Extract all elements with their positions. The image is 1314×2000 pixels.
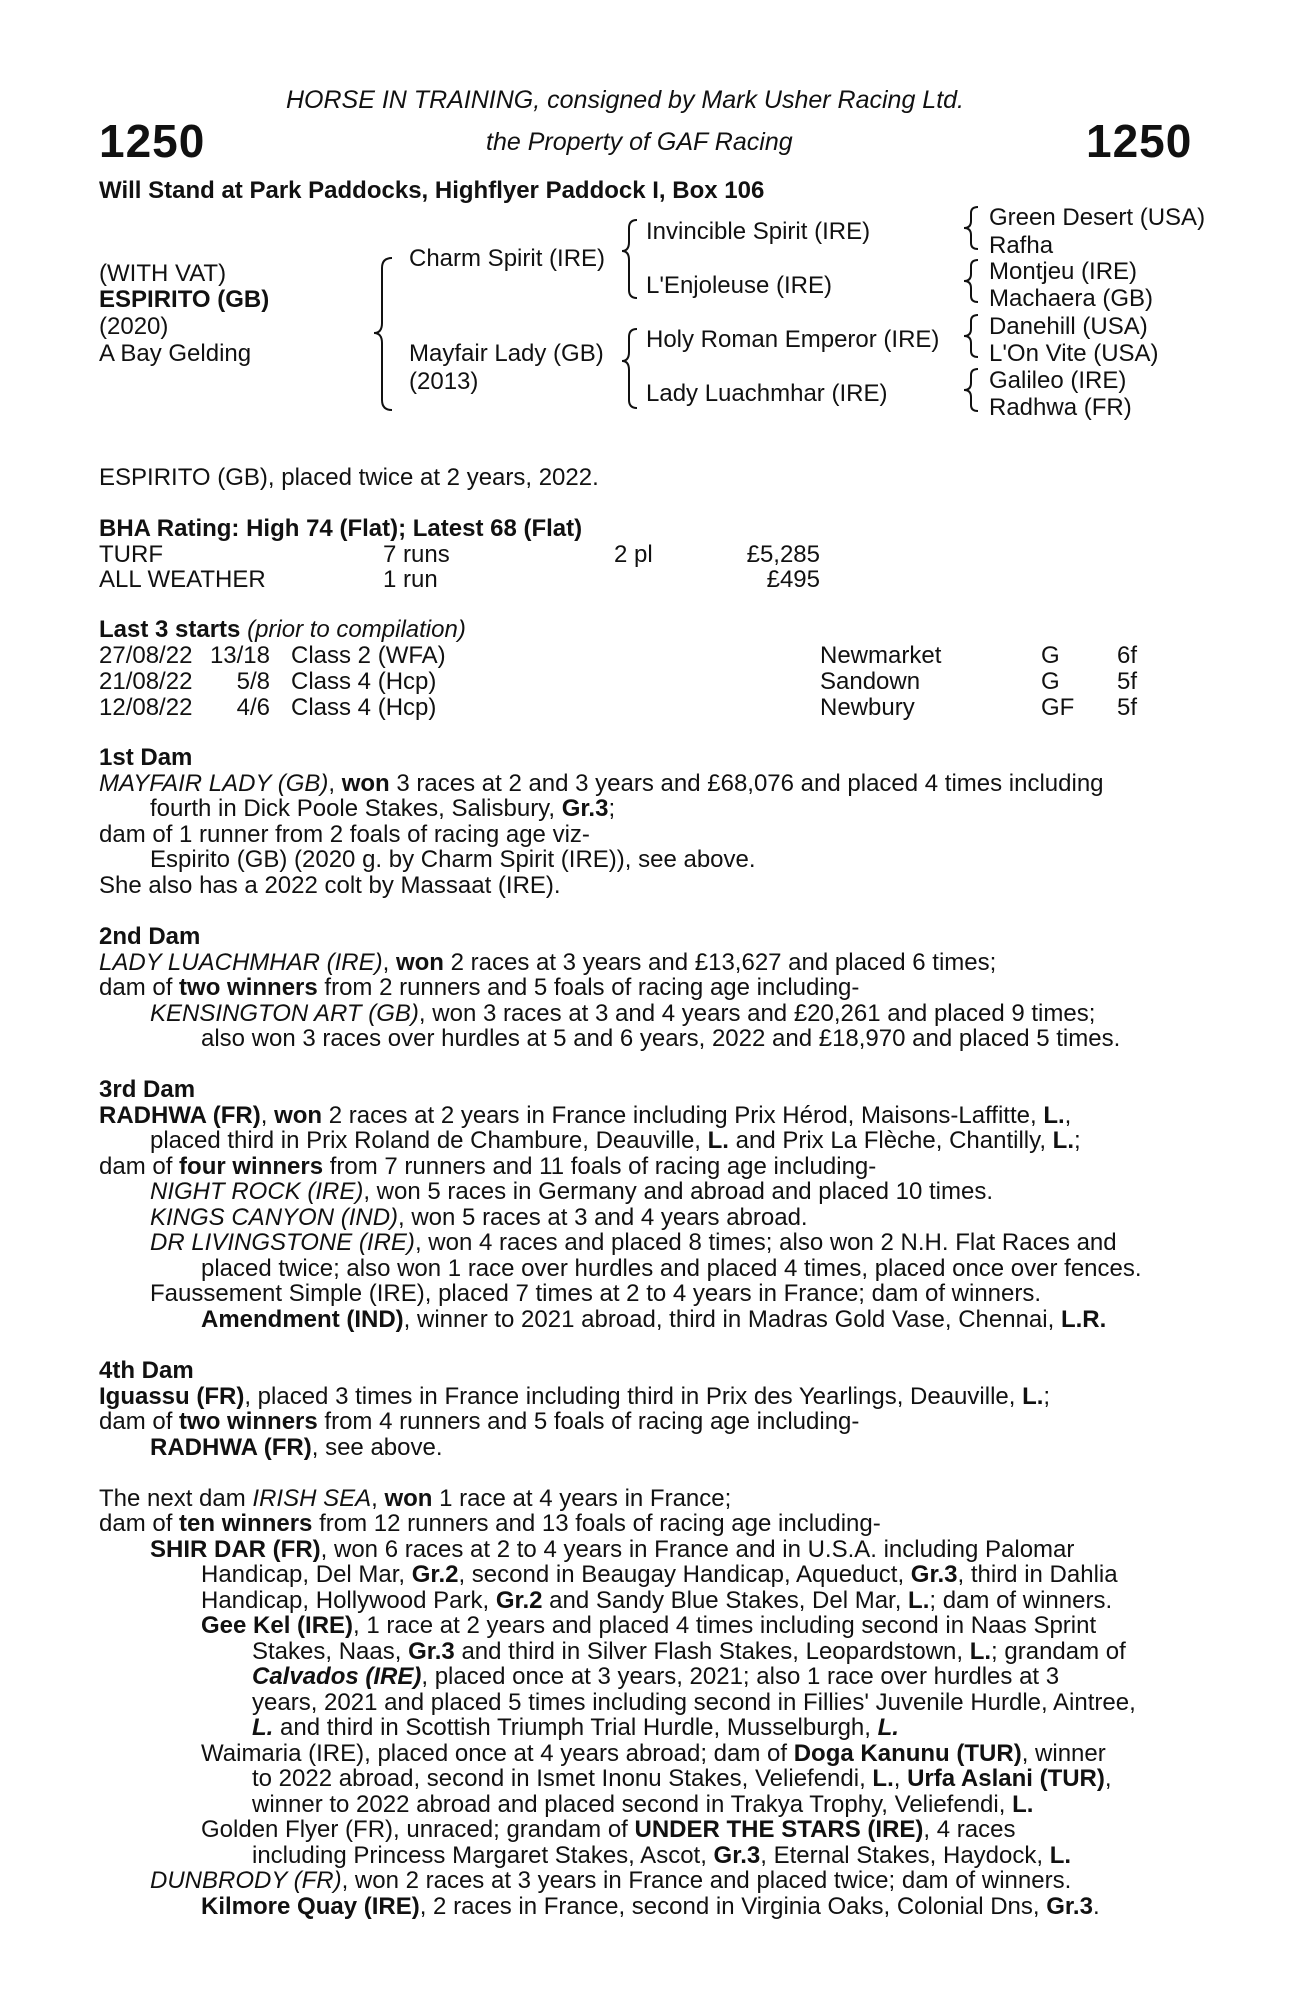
pedigree-sire-dam: L'Enjoleuse (IRE) <box>646 272 832 299</box>
nextdam-line-8: Calvados (IRE), placed once at 3 years, 2021; also 1 race over hurdles at 3 <box>252 1663 1060 1690</box>
dam3-line-7: placed twice; also won 1 race over hurdles and placed 4 times, placed once over fences. <box>201 1255 1142 1282</box>
nextdam-line-1: The next dam IRISH SEA, won 1 race at 4 years in France; <box>99 1485 732 1512</box>
last-starts-note: (prior to compilation) <box>247 616 466 643</box>
pedigree-g8: Radhwa (FR) <box>989 394 1132 421</box>
nextdam-line-7: Stakes, Naas, Gr.3 and third in Silver Flash Stakes, Leopardstown, L.; grandam of <box>252 1638 1126 1665</box>
pedigree-g4: Machaera (GB) <box>989 285 1154 312</box>
dam3-line-8: Faussement Simple (IRE), placed 7 times at 2 to 4 years in France; dam of winners. <box>150 1280 1042 1307</box>
nextdam-line-10: L. and third in Scottish Triumph Trial Hurdle, Musselburgh, L. <box>252 1714 899 1741</box>
nextdam-line-5: Handicap, Hollywood Park, Gr.2 and Sandy Blue Stakes, Del Mar, L.; dam of winners. <box>201 1587 1113 1614</box>
bha-rating-title: BHA Rating: High 74 (Flat); Latest 68 (Flat) <box>99 515 583 542</box>
pedigree-g7: Galileo (IRE) <box>989 367 1127 394</box>
rating-turf-prize: £5,285 <box>746 541 820 568</box>
dam4-line-2: dam of two winners from 4 runners and 5 foals of racing age including- <box>99 1408 860 1435</box>
nextdam-line-11: Waimaria (IRE), placed once at 4 years abroad; dam of Doga Kanunu (TUR), winner <box>201 1740 1106 1767</box>
start-distance: 5f <box>1117 694 1138 721</box>
dam2-line-1: LADY LUACHMHAR (IRE), won 2 races at 3 years and £13,627 and placed 6 times; <box>99 949 997 976</box>
start-class: Class 2 (WFA) <box>291 642 446 669</box>
property-line: the Property of GAF Racing <box>486 128 793 156</box>
lot-number-right: 1250 <box>1086 115 1193 167</box>
pedigree-dam-sire: Holy Roman Emperor (IRE) <box>646 326 940 353</box>
dam2-heading: 2nd Dam <box>99 923 201 950</box>
start-date: 27/08/22 <box>99 642 193 669</box>
nextdam-line-2: dam of ten winners from 12 runners and 13 foals of racing age including- <box>99 1510 881 1537</box>
dam3-line-3: dam of four winners from 7 runners and 11 foals of racing age including- <box>99 1153 877 1180</box>
dam3-heading: 3rd Dam <box>99 1076 196 1103</box>
start-going: G <box>1041 642 1060 669</box>
pedigree-g1: Green Desert (USA) <box>989 204 1206 231</box>
nextdam-line-4: Handicap, Del Mar, Gr.2, second in Beaugay Handicap, Aqueduct, Gr.3, third in Dahlia <box>201 1561 1118 1588</box>
consignor-line: HORSE IN TRAINING, consigned by Mark Usher Racing Ltd. <box>286 86 965 114</box>
start-distance: 5f <box>1117 668 1138 695</box>
start-course: Sandown <box>820 668 921 695</box>
rating-aw-runs: 1 run <box>383 566 438 593</box>
nextdam-line-12: to 2022 abroad, second in Ismet Inonu Stakes, Veliefendi, L., Urfa Aslani (TUR), <box>252 1765 1112 1792</box>
pedigree-sire: Charm Spirit (IRE) <box>409 245 606 272</box>
horse-name: ESPIRITO (GB) <box>99 286 270 313</box>
pedigree-g2: Rafha <box>989 232 1054 259</box>
nextdam-line-9: years, 2021 and placed 5 times including second in Fillies' Juvenile Hurdle, Aintree, <box>252 1689 1136 1716</box>
dam1-line-2: fourth in Dick Poole Stakes, Salisbury, Gr.3; <box>150 795 616 822</box>
start-position: 13/18 <box>209 642 270 669</box>
nextdam-line-6: Gee Kel (IRE), 1 race at 2 years and placed 4 times including second in Naas Sprint <box>201 1612 1097 1639</box>
dam3-line-5: KINGS CANYON (IND), won 5 races at 3 and 4 years abroad. <box>150 1204 808 1231</box>
dam3-line-2: placed third in Prix Roland de Chambure, Deauville, L. and Prix La Flèche, Chantilly, L.; <box>150 1127 1081 1154</box>
dam1-heading: 1st Dam <box>99 744 193 771</box>
nextdam-line-17: Kilmore Quay (IRE), 2 races in France, second in Virginia Oaks, Colonial Dns, Gr.3. <box>201 1893 1100 1920</box>
pedigree-g6: L'On Vite (USA) <box>989 340 1159 367</box>
rating-turf-surface: TURF <box>99 541 163 568</box>
start-course: Newbury <box>820 694 915 721</box>
nextdam-line-13: winner to 2022 abroad and placed second in Trakya Trophy, Veliefendi, L. <box>252 1791 1034 1818</box>
stand-location: Will Stand at Park Paddocks, Highflyer Paddock I, Box 106 <box>99 177 765 204</box>
dam2-line-3: KENSINGTON ART (GB), won 3 races at 3 and 4 years and £20,261 and placed 9 times; <box>150 1000 1096 1027</box>
start-position: 4/6 <box>236 694 270 721</box>
dam3-line-1: RADHWA (FR), won 2 races at 2 years in France including Prix Hérod, Maisons-Laffitte, L., <box>99 1102 1072 1129</box>
dam1-line-1: MAYFAIR LADY (GB), won 3 races at 2 and 3 years and £68,076 and placed 4 times including <box>99 770 1104 797</box>
nextdam-line-14: Golden Flyer (FR), unraced; grandam of UNDER THE STARS (IRE), 4 races <box>201 1816 1016 1843</box>
dam4-line-3: RADHWA (FR), see above. <box>150 1434 443 1461</box>
start-distance: 6f <box>1117 642 1138 669</box>
dam1-line-3: dam of 1 runner from 2 foals of racing age viz- <box>99 821 590 848</box>
start-date: 21/08/22 <box>99 668 193 695</box>
pedigree-dam: Mayfair Lady (GB) <box>409 340 604 367</box>
dam4-heading: 4th Dam <box>99 1357 194 1384</box>
last-starts-label: Last 3 starts <box>99 616 241 643</box>
vat-note: (WITH VAT) <box>99 260 227 287</box>
nextdam-line-15: including Princess Margaret Stakes, Ascot, Gr.3, Eternal Stakes, Haydock, L. <box>252 1842 1072 1869</box>
rating-aw-surface: ALL WEATHER <box>99 566 266 593</box>
rating-turf-placed: 2 pl <box>614 541 653 568</box>
nextdam-line-3: SHIR DAR (FR), won 6 races at 2 to 4 years in France and in U.S.A. including Palomar <box>150 1536 1075 1563</box>
start-class: Class 4 (Hcp) <box>291 668 437 695</box>
pedigree-g5: Danehill (USA) <box>989 313 1148 340</box>
dam4-line-1: Iguassu (FR), placed 3 times in France including third in Prix des Yearlings, Deauville, L.; <box>99 1383 1051 1410</box>
nextdam-line-16: DUNBRODY (FR), won 2 races at 3 years in France and placed twice; dam of winners. <box>150 1867 1072 1894</box>
dam2-line-4: also won 3 races over hurdles at 5 and 6 years, 2022 and £18,970 and placed 5 times. <box>201 1025 1121 1052</box>
race-summary: ESPIRITO (GB), placed twice at 2 years, 2022. <box>99 464 599 491</box>
rating-turf-runs: 7 runs <box>383 541 450 568</box>
start-going: G <box>1041 668 1060 695</box>
lot-number-left: 1250 <box>99 115 206 167</box>
start-class: Class 4 (Hcp) <box>291 694 437 721</box>
start-position: 5/8 <box>236 668 270 695</box>
pedigree-dam-dam: Lady Luachmhar (IRE) <box>646 380 888 407</box>
start-course: Newmarket <box>820 642 942 669</box>
dam3-line-6: DR LIVINGSTONE (IRE), won 4 races and placed 8 times; also won 2 N.H. Flat Races and <box>150 1229 1117 1256</box>
dam2-line-2: dam of two winners from 2 runners and 5 foals of racing age including- <box>99 974 860 1001</box>
dam3-line-9: Amendment (IND), winner to 2021 abroad, third in Madras Gold Vase, Chennai, L.R. <box>201 1306 1107 1333</box>
horse-year: (2020) <box>99 313 169 340</box>
dam1-line-4: Espirito (GB) (2020 g. by Charm Spirit (IRE)), see above. <box>150 846 756 873</box>
dam1-line-5: She also has a 2022 colt by Massaat (IRE). <box>99 872 561 899</box>
last-starts-title <box>99 617 466 642</box>
rating-aw-prize: £495 <box>766 566 820 593</box>
pedigree-g3: Montjeu (IRE) <box>989 258 1138 285</box>
start-going: GF <box>1041 694 1075 721</box>
horse-description: A Bay Gelding <box>99 340 252 367</box>
pedigree-sire-sire: Invincible Spirit (IRE) <box>646 218 871 245</box>
start-date: 12/08/22 <box>99 694 193 721</box>
dam3-line-4: NIGHT ROCK (IRE), won 5 races in Germany and abroad and placed 10 times. <box>150 1178 994 1205</box>
pedigree-dam-year: (2013) <box>409 368 479 395</box>
